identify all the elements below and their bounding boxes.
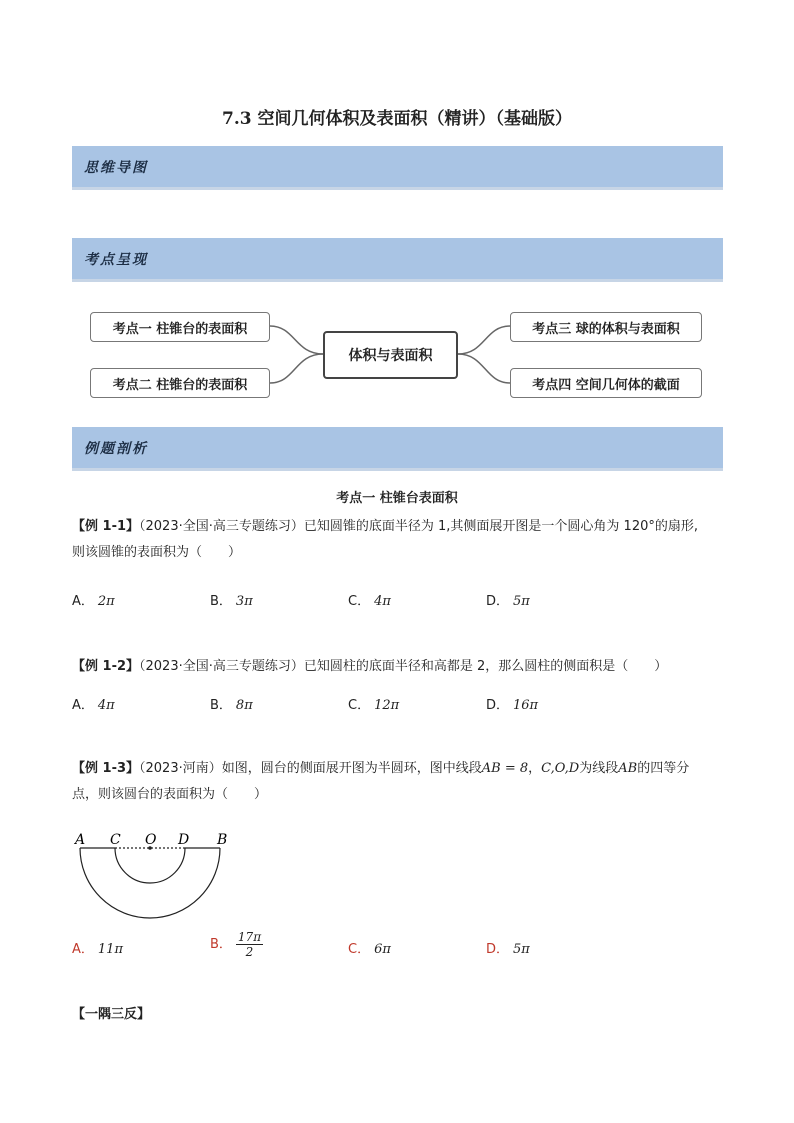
- option-c[interactable]: C． 12π: [348, 698, 400, 713]
- section-band-liti: 例题剖析: [72, 427, 723, 471]
- half-annulus-figure: [70, 828, 240, 928]
- question-text-line2: 点，则该圆台的表面积为（ ）: [72, 787, 268, 802]
- option-b[interactable]: B． 8π: [210, 698, 253, 713]
- label-a: A: [75, 832, 86, 848]
- question-text: 已知圆柱的底面半径和高都是 2，那么圆柱的侧面积是（ ）: [303, 659, 668, 674]
- question-tag: 【例 1-1】: [72, 519, 140, 534]
- question-source: （2023·全国·高三专题练习）: [139, 659, 304, 674]
- option-a[interactable]: A． 11π: [72, 942, 123, 957]
- option-a[interactable]: A． 2π: [72, 594, 115, 609]
- node-kaodian-2: 考点二 柱锥台的表面积: [90, 368, 270, 398]
- followup-heading: 【一隅三反】: [72, 1007, 151, 1022]
- page-title: 7.3 空间几何体积及表面积（精讲）（基础版）: [222, 109, 572, 129]
- options-1-3: [72, 930, 727, 970]
- option-d[interactable]: D． 5π: [486, 594, 530, 609]
- option-d[interactable]: D． 5π: [486, 942, 530, 957]
- options-1-1: [72, 590, 727, 612]
- question-tag: 【例 1-3】: [72, 761, 140, 776]
- option-c[interactable]: C． 4π: [348, 594, 391, 609]
- option-d[interactable]: D． 16π: [486, 698, 539, 713]
- question-1-3: 【例 1-3】（2023·河南）如图，圆台的侧面展开图为半圆环，图中线段AB = 8，C,O,D为线段AB的四等分 点，则该圆台的表面积为（ ）: [72, 756, 727, 808]
- question-text-line2: 则该圆锥的表面积为（ ）: [72, 545, 242, 560]
- label-c: C: [110, 832, 121, 848]
- option-b[interactable]: B． $\frac{17\pi}{2}$: [210, 930, 262, 959]
- label-o: O: [145, 832, 157, 848]
- node-center: 体积与表面积: [323, 331, 458, 379]
- question-text: 已知圆锥的底面半径为 1,其侧面展开图是一个圆心角为 120°的扇形,: [303, 519, 698, 534]
- question-source: （2023·全国·高三专题练习）: [139, 519, 304, 534]
- mind-map: [90, 306, 710, 402]
- question-source: （2023·河南）: [139, 761, 222, 776]
- section-title-kaodian1: 考点一 柱锥台表面积: [336, 491, 458, 506]
- options-1-2: [72, 694, 727, 716]
- section-band-mindmap: 思维导图: [72, 146, 723, 190]
- option-b[interactable]: B． 3π: [210, 594, 253, 609]
- node-kaodian-4: 考点四 空间几何体的截面: [510, 368, 702, 398]
- question-tag: 【例 1-2】: [72, 659, 140, 674]
- label-b: B: [217, 832, 228, 848]
- option-a[interactable]: A． 4π: [72, 698, 115, 713]
- label-d: D: [178, 832, 190, 848]
- node-kaodian-1: 考点一 柱锥台的表面积: [90, 312, 270, 342]
- question-1-2: [72, 654, 727, 680]
- section-band-kaodian: 考点呈现: [72, 238, 723, 282]
- option-c[interactable]: C． 6π: [348, 942, 391, 957]
- question-1-1: [72, 514, 727, 566]
- node-kaodian-3: 考点三 球的体积与表面积: [510, 312, 702, 342]
